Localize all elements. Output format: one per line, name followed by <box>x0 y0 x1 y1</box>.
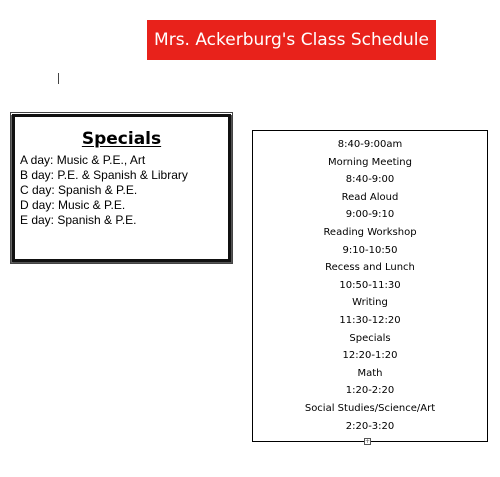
schedule-line: Recess and Lunch <box>325 262 415 274</box>
schedule-line: 2:20-3:20 <box>345 420 395 432</box>
schedule-line: 12:20-1:20 <box>342 350 398 362</box>
schedule-line: Math <box>357 367 383 379</box>
specials-list <box>20 153 188 228</box>
schedule-line: 9:10-10:50 <box>342 244 398 256</box>
list-item: E day: Spanish & P.E. <box>20 213 137 227</box>
schedule-line: Read Aloud <box>341 191 399 203</box>
specials-box[interactable] <box>12 114 231 262</box>
list-item: B day: P.E. & Spanish & Library <box>20 168 188 182</box>
schedule-line: Specials <box>349 332 391 344</box>
schedule-line: 9:00-9:10 <box>345 209 395 221</box>
text-cursor <box>58 73 59 84</box>
schedule-line: 8:40-9:00 <box>345 174 395 186</box>
schedule-box[interactable] <box>252 130 488 442</box>
schedule-line: Morning Meeting <box>328 156 412 168</box>
schedule-line: Reading Workshop <box>323 226 417 238</box>
list-item: C day: Spanish & P.E. <box>20 183 138 197</box>
resize-handle-icon[interactable]: + <box>365 438 371 445</box>
schedule-line: 8:40-9:00am <box>337 139 403 150</box>
schedule-list <box>253 136 487 435</box>
specials-heading: Specials <box>81 129 162 149</box>
schedule-line: Social Studies/Science/Art <box>304 402 436 414</box>
schedule-line: 1:20-2:20 <box>345 385 395 397</box>
schedule-line: 10:50-11:30 <box>339 279 401 291</box>
list-item: A day: Music & P.E., Art <box>20 153 146 167</box>
schedule-line: 11:30-12:20 <box>339 314 401 326</box>
schedule-line: Writing <box>352 297 388 309</box>
page-title: Mrs. Ackerburg's Class Schedule <box>147 20 436 60</box>
list-item: D day: Music & P.E. <box>20 198 126 212</box>
